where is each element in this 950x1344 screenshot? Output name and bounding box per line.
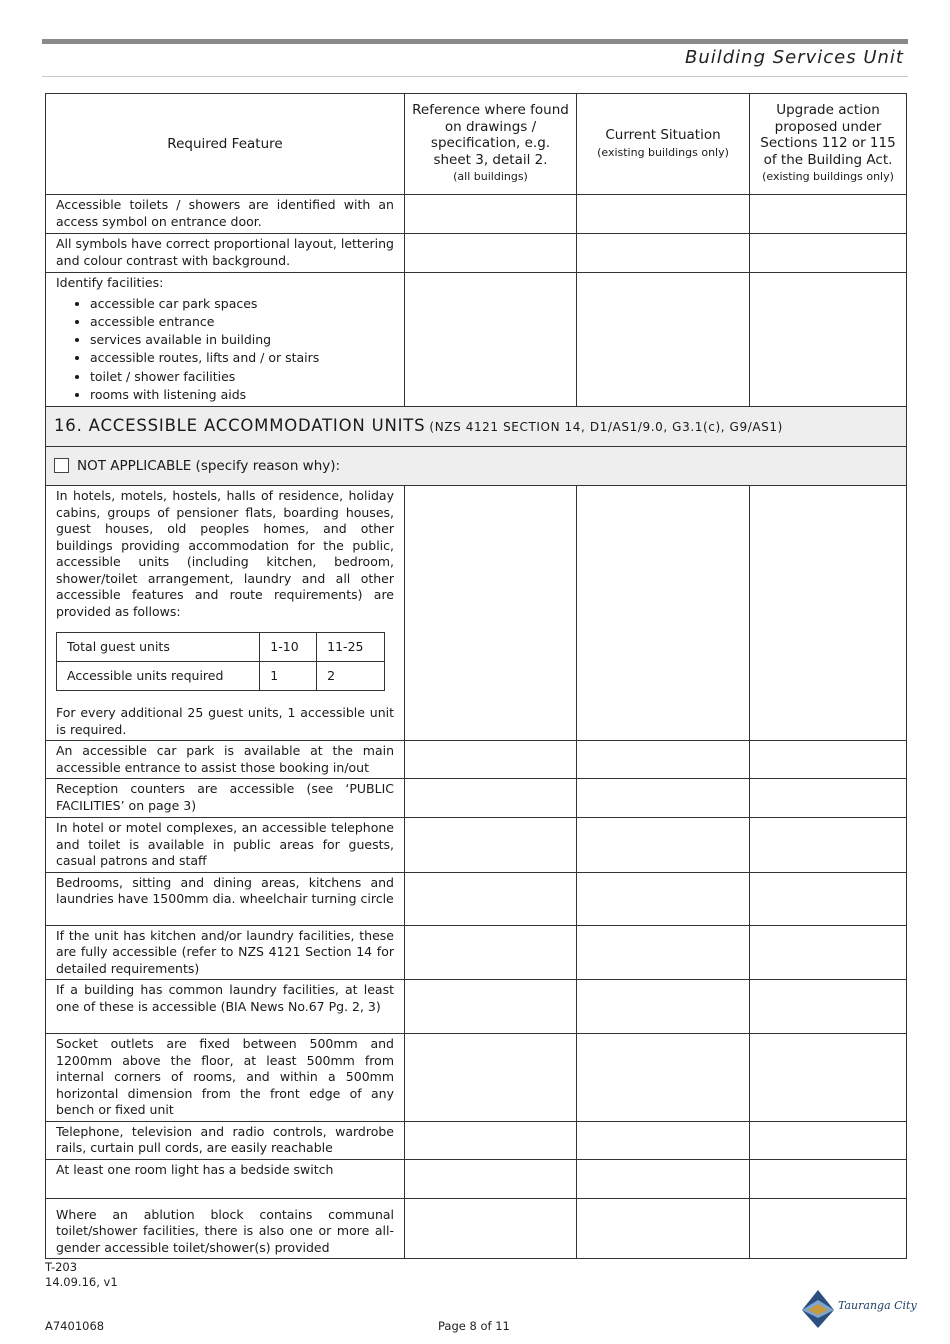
header-rule [42, 39, 908, 44]
unit-title: Building Services Unit [684, 47, 904, 68]
current-cell[interactable] [577, 273, 750, 407]
table-row [46, 486, 907, 741]
upgrade-cell[interactable] [750, 925, 907, 980]
header-current-note: (existing buildings only) [597, 145, 729, 159]
feature-cell: Socket outlets are fixed between 500mm and 1200mm above the floor, at least 500mm from internal corners of rooms, and within a 500mm horizontal dimension from the front edge of any bench or fixed unit [46, 1034, 405, 1122]
reference-cell[interactable] [405, 195, 577, 234]
section-header-row [46, 407, 907, 447]
feature-cell: At least one room light has a bedside switch [46, 1159, 405, 1198]
current-cell[interactable] [577, 925, 750, 980]
reference-cell[interactable] [405, 1034, 577, 1122]
current-cell[interactable] [577, 1198, 750, 1259]
list-item: • rooms with listening aids [90, 386, 394, 404]
accessible-units-label: Accessible units required [57, 662, 260, 691]
guest-units-row [57, 633, 385, 662]
reference-cell[interactable] [405, 925, 577, 980]
section-title-cell [46, 407, 907, 447]
table-row [46, 1159, 907, 1198]
current-cell[interactable] [577, 195, 750, 234]
upgrade-cell[interactable] [750, 741, 907, 779]
current-cell[interactable] [577, 1034, 750, 1122]
reference-cell[interactable] [405, 1159, 577, 1198]
feature-cell: Accessible toilets / showers are identified with an access symbol on entrance door. [46, 195, 405, 234]
logo-mark-icon [798, 1288, 838, 1332]
upgrade-cell[interactable] [750, 818, 907, 873]
feature-cell: Reception counters are accessible (see ‘PUBLIC FACILITIES’ on page 3) [46, 779, 405, 818]
reference-cell[interactable] [405, 779, 577, 818]
list-item: • toilet / shower facilities [90, 368, 394, 386]
reference-cell[interactable] [405, 1121, 577, 1159]
reference-cell[interactable] [405, 486, 577, 741]
current-cell[interactable] [577, 980, 750, 1034]
upgrade-cell[interactable] [750, 1198, 907, 1259]
table-row [46, 872, 907, 925]
section-reference: (NZS 4121 SECTION 14, D1/AS1/9.0, G3.1(c), G9/AS1) [429, 420, 783, 435]
guest-units-range-2: 11-25 [317, 633, 385, 662]
accessible-units-value-2: 2 [317, 662, 385, 691]
document-id: A7401068 [45, 1319, 105, 1333]
list-item: • accessible routes, lifts and / or stairs [90, 349, 394, 367]
upgrade-cell[interactable] [750, 486, 907, 741]
reference-cell[interactable] [405, 818, 577, 873]
header-subline [42, 76, 908, 77]
current-cell[interactable] [577, 741, 750, 779]
upgrade-cell[interactable] [750, 1159, 907, 1198]
feature-cell: In hotel or motel complexes, an accessible telephone and toilet is available in public areas for guests, casual patrons and staff [46, 818, 405, 873]
not-applicable-label: NOT APPLICABLE (specify reason why): [77, 458, 341, 475]
upgrade-cell[interactable] [750, 1121, 907, 1159]
table-row [46, 1121, 907, 1159]
hotels-after-text: For every additional 25 guest units, 1 accessible unit is required. [56, 705, 394, 737]
identify-facilities-cell [46, 273, 405, 407]
facilities-list [56, 295, 394, 405]
header-upgrade-note: (existing buildings only) [762, 170, 894, 184]
section-title: 16. ACCESSIBLE ACCOMMODATION UNITS [54, 416, 426, 436]
header-reference-note: (all buildings) [453, 170, 528, 184]
hotels-text: In hotels, motels, hostels, halls of residence, holiday cabins, groups of pensioner flats, boarding houses, guest houses, old peoples homes, and other buildings providing accommodation for the public, accessible units (including kitchen, bedroom, shower/toilet arrangement, laundry and all other accessible features and route requirements) are provided as follows: [56, 488, 394, 619]
accessible-units-row [57, 662, 385, 691]
current-cell[interactable] [577, 486, 750, 741]
table-row [46, 818, 907, 873]
table-header-row [46, 94, 907, 195]
list-item: • accessible car park spaces [90, 295, 394, 313]
guest-units-range-1: 1-10 [260, 633, 317, 662]
guest-units-table [56, 632, 385, 691]
upgrade-cell[interactable] [750, 779, 907, 818]
reference-cell[interactable] [405, 234, 577, 273]
guest-units-label: Total guest units [57, 633, 260, 662]
header-reference [405, 94, 577, 195]
feature-cell: If the unit has kitchen and/or laundry facilities, these are fully accessible (refer to NZS 4121 Section 14 for detailed requirements) [46, 925, 405, 980]
current-cell[interactable] [577, 234, 750, 273]
reference-cell[interactable] [405, 1198, 577, 1259]
table-row [46, 273, 907, 407]
header-upgrade-main: Upgrade action proposed under Sections 112 or 115 of the Building Act. [760, 102, 896, 168]
table-row [46, 741, 907, 779]
accessible-units-value-1: 1 [260, 662, 317, 691]
table-row [46, 980, 907, 1034]
table-row [46, 1034, 907, 1122]
table-row [46, 234, 907, 273]
header-current-main: Current Situation [605, 127, 721, 143]
reference-cell[interactable] [405, 273, 577, 407]
current-cell[interactable] [577, 872, 750, 925]
tauranga-city-logo [798, 1288, 917, 1332]
upgrade-cell[interactable] [750, 234, 907, 273]
reference-cell[interactable] [405, 980, 577, 1034]
checklist-table [45, 93, 907, 1259]
current-cell[interactable] [577, 1121, 750, 1159]
form-version: 14.09.16, v1 [45, 1275, 118, 1289]
logo-text: Tauranga City [838, 1299, 917, 1312]
header-required-feature: Required Feature [46, 94, 405, 195]
feature-cell: Bedrooms, sitting and dining areas, kitchens and laundries have 1500mm dia. wheelchair turning circle [46, 872, 405, 925]
identify-intro: Identify facilities: [56, 275, 164, 290]
current-cell[interactable] [577, 779, 750, 818]
feature-cell: Telephone, television and radio controls, wardrobe rails, curtain pull cords, are easily reachable [46, 1121, 405, 1159]
upgrade-cell[interactable] [750, 1034, 907, 1122]
not-applicable-cell [46, 447, 907, 486]
table-row [46, 195, 907, 234]
reference-cell[interactable] [405, 872, 577, 925]
not-applicable-checkbox[interactable] [54, 458, 69, 473]
table-row [46, 925, 907, 980]
list-item: • services available in building [90, 331, 394, 349]
feature-cell: All symbols have correct proportional layout, lettering and colour contrast with background. [46, 234, 405, 273]
feature-cell: Where an ablution block contains communal toilet/shower facilities, there is also one or more all-gender accessible toilet/shower(s) provided [46, 1198, 405, 1259]
feature-cell: If a building has common laundry facilities, at least one of these is accessible (BIA News No.67 Pg. 2, 3) [46, 980, 405, 1034]
header-current-situation [577, 94, 750, 195]
upgrade-cell[interactable] [750, 872, 907, 925]
header-reference-main: Reference where found on drawings / specification, e.g. sheet 3, detail 2. [412, 102, 569, 168]
reference-cell[interactable] [405, 741, 577, 779]
upgrade-cell[interactable] [750, 195, 907, 234]
feature-cell: An accessible car park is available at the main accessible entrance to assist those booking in/out [46, 741, 405, 779]
form-code: T-203 [45, 1260, 78, 1274]
current-cell[interactable] [577, 818, 750, 873]
page-number: Page 8 of 11 [438, 1319, 510, 1333]
upgrade-cell[interactable] [750, 980, 907, 1034]
header-upgrade-action [750, 94, 907, 195]
list-item: • accessible entrance [90, 313, 394, 331]
upgrade-cell[interactable] [750, 273, 907, 407]
hotels-cell [46, 486, 405, 741]
not-applicable-row [46, 447, 907, 486]
table-row [46, 779, 907, 818]
table-row [46, 1198, 907, 1259]
current-cell[interactable] [577, 1159, 750, 1198]
